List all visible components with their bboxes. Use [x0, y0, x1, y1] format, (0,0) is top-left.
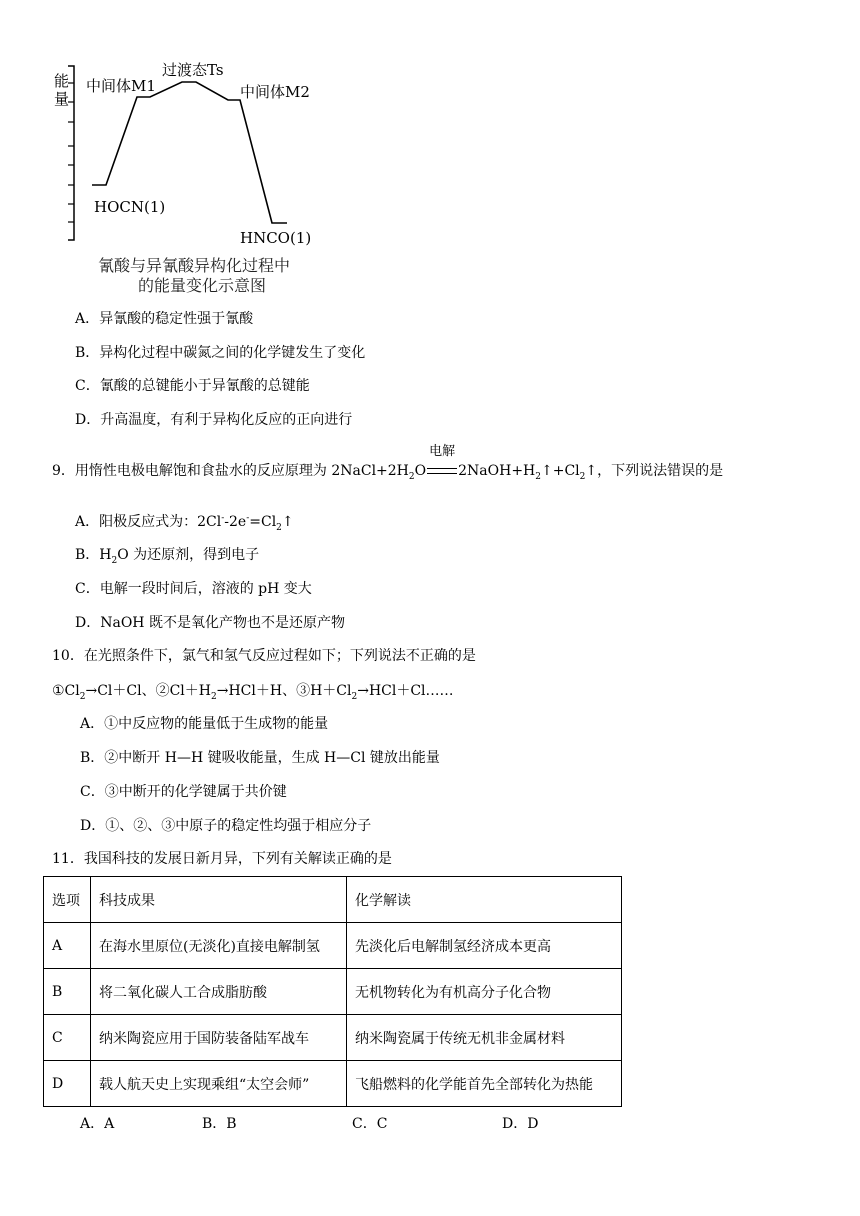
q9-option-a: A．阳极反应式为：$2Cl^--2e^-=Cl_2↑$	[75, 513, 294, 533]
table-header-cell: 化学解读	[347, 877, 622, 923]
electrolysis-arrow	[426, 444, 458, 481]
q8-option-a: A．异氰酸的稳定性强于氰酸	[75, 311, 254, 327]
q10-option-c: C．③中断开的化学键属于共价键	[80, 784, 287, 800]
table-cell: B	[44, 969, 91, 1015]
q9-sub-h2: 2	[535, 471, 541, 482]
q9-products-b: ↑+Cl	[541, 463, 580, 479]
energy-diagram	[40, 50, 340, 300]
q9-sub-cl2: 2	[579, 471, 586, 482]
table-cell: 将二氧化碳人工合成脂肪酸	[91, 969, 347, 1015]
q11-stem: 11．我国科技的发展日新月异，下列有关解读正确的是	[52, 851, 392, 867]
q11-answer-b: B．B	[202, 1116, 237, 1132]
q9-products-c: ↑，下列说法错误的是	[585, 463, 724, 479]
q11-answer-a: A．A	[80, 1116, 115, 1132]
table-row	[44, 923, 622, 969]
q9-option-d: D．NaOH 既不是氧化产物也不是还原产物	[75, 615, 345, 631]
table-row	[44, 969, 622, 1015]
q10-option-d: D．①、②、③中原子的稳定性均强于相应分子	[80, 818, 372, 834]
table-header-row	[44, 877, 622, 923]
table-header-cell: 选项	[44, 877, 91, 923]
q8-option-b: B．异构化过程中碳氮之间的化学键发生了变化	[75, 345, 366, 361]
table-cell: 纳米陶瓷属于传统无机非金属材料	[347, 1015, 622, 1061]
table-cell: 在海水里原位(无淡化)直接电解制氢	[91, 923, 347, 969]
label-intermediate-m2: 中间体M2	[240, 83, 310, 101]
diagram-caption-2: 的能量变化示意图	[138, 276, 267, 295]
q9-stem	[52, 444, 724, 482]
table-row	[44, 1061, 622, 1107]
table-cell: A	[44, 923, 91, 969]
q8-option-c: C．氰酸的总键能小于异氰酸的总键能	[75, 378, 310, 394]
q9-products-a: 2NaOH+H	[458, 463, 536, 479]
table-header-cell: 科技成果	[91, 877, 347, 923]
table-cell: 纳米陶瓷应用于国防装备陆军战车	[91, 1015, 347, 1061]
table-cell: 飞船燃料的化学能首先全部转化为热能	[347, 1061, 622, 1107]
table-cell: 载人航天史上实现乘组“太空会师”	[91, 1061, 347, 1107]
label-product: HNCO(1)	[240, 229, 312, 247]
label-transition-state: 过渡态Ts	[162, 61, 224, 79]
q10-option-a: A．①中反应物的能量低于生成物的能量	[80, 716, 329, 732]
q9-stem-o: O	[414, 463, 427, 479]
table-cell: 先淡化后电解制氢经济成本更高	[347, 923, 622, 969]
q11-answer-c: C．C	[352, 1116, 388, 1132]
q10-stem: 10．在光照条件下，氯气和氢气反应过程如下；下列说法不正确的是	[52, 648, 476, 664]
table-cell: D	[44, 1061, 91, 1107]
label-reactant: HOCN(1)	[94, 198, 166, 216]
table-cell: C	[44, 1015, 91, 1061]
y-axis-label-2: 量	[54, 90, 70, 108]
table-cell: 无机物转化为有机高分子化合物	[347, 969, 622, 1015]
q9-sub: 2	[408, 471, 415, 482]
label-intermediate-m1: 中间体M1	[86, 77, 156, 95]
q9-option-c: C．电解一段时间后，溶液的 pH 变大	[75, 581, 312, 597]
diagram-caption-1: 氰酸与异氰酸异构化过程中	[98, 256, 291, 275]
q10-option-b: B．②中断开 H—H 键吸收能量，生成 H—Cl 键放出能量	[80, 750, 440, 766]
q9-option-b: B．$H_2O$ 为还原剂，得到电子	[75, 547, 260, 566]
q11-table	[43, 876, 622, 1107]
y-axis-label-1: 能	[54, 72, 70, 90]
q9-stem-start: 9．用惰性电极电解饱和食盐水的反应原理为 2NaCl+2H	[52, 463, 409, 479]
electrolysis-condition: 电解	[429, 444, 456, 459]
q10-steps: $①Cl_2\to Cl+Cl$、$②Cl+H_2\to HCl+H$、$③H+Cl_2\to HCl+Cl\dots\dots$	[52, 683, 454, 702]
q11-answer-d: D．D	[502, 1116, 539, 1132]
table-row	[44, 1015, 622, 1061]
q8-option-d: D．升高温度，有利于异构化反应的正向进行	[75, 412, 353, 428]
